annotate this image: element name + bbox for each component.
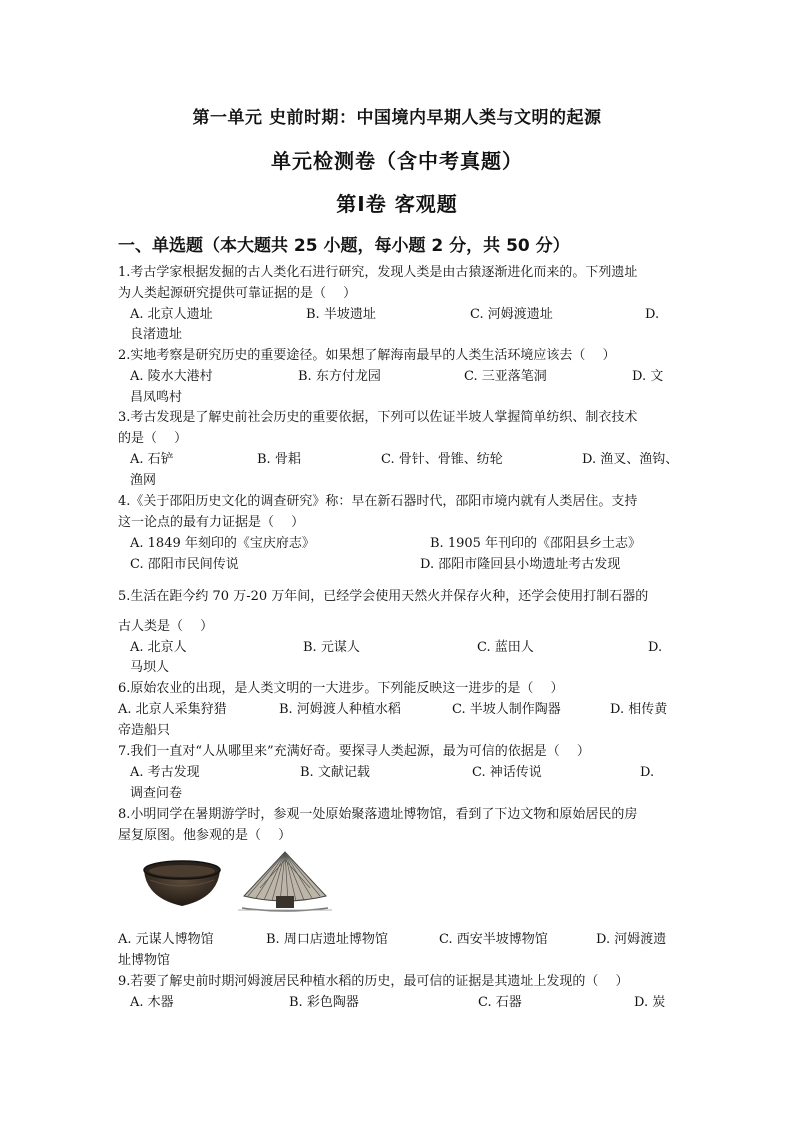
question-2-option-a: A. 陵水大港村: [130, 369, 213, 384]
pottery-bowl-image: [140, 858, 224, 910]
question-5-option-d-continued: 马坝人: [130, 660, 170, 675]
question-3-line-2: 的是（ ）: [118, 431, 188, 446]
question-4-line-1: 4.《关于邵阳历史文化的调查研究》称：早在新石器时代，邵阳市境内就有人类居住。支持: [118, 494, 638, 509]
question-5-line-1: 5.生活在距今约 70 万-20 万年间，已经学会使用天然火并保存火种，还学会使用打制石器的: [118, 589, 649, 604]
question-3-option-c: C. 骨针、骨锥、纺轮: [381, 452, 503, 467]
question-6-option-b: B. 河姆渡人种植水稻: [279, 702, 401, 717]
question-1-line-2: 为人类起源研究提供可靠证据的是（ ）: [118, 286, 357, 301]
question-5-option-b: B. 元谋人: [303, 640, 360, 655]
question-2-option-d: D. 文: [632, 369, 664, 384]
question-5-option-a: A. 北京人: [130, 640, 187, 655]
question-6-option-a: A. 北京人采集狩猎: [118, 702, 227, 717]
question-7-option-d-continued: 调查问卷: [130, 786, 183, 801]
question-9-option-a: A. 木器: [130, 995, 174, 1010]
question-4-option-b: B. 1905 年刊印的《邵阳县乡土志》: [430, 536, 642, 551]
unit-title: 第一单元 史前时期：中国境内早期人类与文明的起源: [192, 108, 602, 128]
question-3-option-d-continued: 渔网: [130, 473, 157, 488]
question-3-line-1: 3.考古发现是了解史前社会历史的重要依据，下列可以佐证半坡人掌握简单纺织、制衣技术: [118, 410, 638, 425]
question-4-option-a: A. 1849 年刻印的《宝庆府志》: [130, 536, 315, 551]
thatched-hut-image: [238, 850, 332, 914]
question-8-option-d-continued: 址博物馆: [118, 953, 171, 968]
question-6-option-d: D. 相传黄: [610, 702, 668, 717]
question-4-option-c: C. 邵阳市民间传说: [130, 557, 239, 572]
question-1-option-b: B. 半坡遗址: [306, 307, 376, 322]
question-7-option-b: B. 文献记载: [300, 765, 370, 780]
question-2-option-c: C. 三亚落笔洞: [464, 369, 547, 384]
question-8-line-1: 8.小明同学在暑期游学时，参观一处原始聚落遗址博物馆，看到了下边文物和原始居民的房: [118, 807, 638, 822]
volume-title: 第Ⅰ卷 客观题: [336, 192, 458, 216]
question-9-option-c: C. 石器: [478, 995, 522, 1010]
question-4-line-2: 这一论点的最有力证据是（ ）: [118, 515, 305, 530]
question-8-option-a: A. 元谋人博物馆: [118, 932, 214, 947]
question-2-option-d-continued: 昌凤鸣村: [130, 390, 183, 405]
question-8-line-2: 屋复原图。他参观的是（ ）: [118, 828, 292, 843]
question-7-option-c: C. 神话传说: [472, 765, 542, 780]
question-8-option-c: C. 西安半坡博物馆: [439, 932, 548, 947]
question-2-line-1: 2.实地考察是研究历史的重要途径。如果想了解海南最早的人类生活环境应该去（ ）: [118, 348, 616, 363]
question-7-line-1: 7.我们一直对“人从哪里来”充满好奇。要探寻人类起源，最为可信的依据是（ ）: [118, 744, 590, 759]
question-6-line-1: 6.原始农业的出现，是人类文明的一大进步。下列能反映这一进步的是（ ）: [118, 681, 564, 696]
question-7-option-a: A. 考古发现: [130, 765, 200, 780]
question-1-option-c: C. 河姆渡遗址: [470, 307, 553, 322]
question-9-option-b: B. 彩色陶器: [289, 995, 359, 1010]
question-2-option-b: B. 东方付龙园: [298, 369, 381, 384]
test-title: 单元检测卷（含中考真题）: [271, 149, 523, 173]
question-3-option-a: A. 石铲: [130, 452, 174, 467]
question-8-option-b: B. 周口店遗址博物馆: [266, 932, 388, 947]
question-9-line-1: 9.若要了解史前时期河姆渡居民种植水稻的历史，最可信的证据是其遗址上发现的（ ）: [118, 974, 629, 989]
question-3-option-d: D. 渔叉、渔钩、: [582, 452, 679, 467]
question-1-option-a: A. 北京人遗址: [130, 307, 213, 322]
question-5-option-c: C. 蓝田人: [477, 640, 534, 655]
question-1-option-d-continued: 良渚遗址: [130, 327, 183, 342]
question-4-option-d: D. 邵阳市隆回县小坳遗址考古发现: [420, 557, 621, 572]
question-5-option-d: D.: [648, 640, 663, 655]
question-3-option-b: B. 骨耜: [257, 452, 301, 467]
question-5-line-2: 古人类是（ ）: [118, 619, 214, 634]
question-1-line-1: 1.考古学家根据发掘的古人类化石进行研究，发现人类是由古猿逐渐进化而来的。下列遗址: [118, 265, 638, 280]
question-6-option-d-continued: 帝造船只: [118, 723, 171, 738]
question-1-option-d: D.: [645, 307, 660, 322]
question-8-option-d: D. 河姆渡遗: [596, 932, 667, 947]
section-title: 一、单选题（本大题共 25 小题，每小题 2 分，共 50 分）: [118, 236, 570, 256]
question-7-option-d: D.: [640, 765, 655, 780]
question-6-option-c: C. 半坡人制作陶器: [452, 702, 561, 717]
question-9-option-d: D. 炭: [634, 995, 666, 1010]
